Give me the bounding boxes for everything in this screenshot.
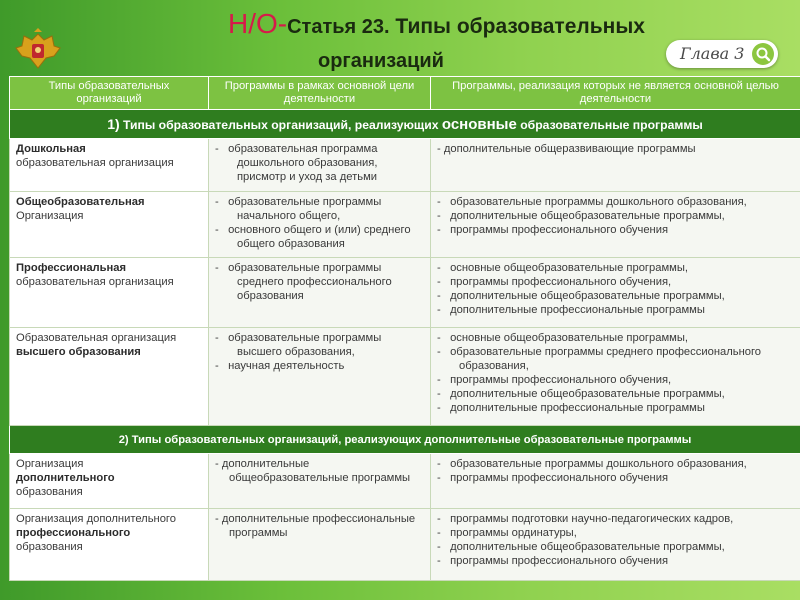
extra-program-item: - программы профессионального обучения — [437, 471, 794, 485]
main-program-item: - основного общего и (или) среднего общего образования — [215, 223, 424, 251]
main-programs-cell — [209, 454, 431, 509]
table-row — [10, 258, 800, 328]
slide-header — [0, 0, 800, 76]
title-prefix: Н/О- — [228, 8, 288, 39]
extra-program-item: - программы профессионального обучения — [437, 554, 794, 568]
org-type-bold: дополнительного — [16, 472, 115, 484]
section-text-emphasis: основные — [441, 115, 517, 133]
main-program-item: - дополнительные профессиональные программы — [215, 512, 424, 540]
table-row — [10, 454, 800, 509]
extra-programs-cell — [431, 258, 800, 328]
search-icon — [752, 43, 774, 65]
extra-programs-cell — [431, 139, 800, 192]
main-programs-cell — [209, 192, 431, 258]
table-row — [10, 328, 800, 426]
main-programs-cell — [209, 328, 431, 426]
section-text-b: образовательные программы — [516, 117, 703, 132]
table-row — [10, 139, 800, 192]
extra-program-item: - программы профессионального обучения, — [437, 373, 794, 387]
extra-programs-cell — [431, 454, 800, 509]
coat-of-arms-icon — [14, 28, 62, 72]
main-programs-cell — [209, 139, 431, 192]
org-type-bold: Дошкольная — [16, 143, 86, 155]
org-type-bold: Общеобразовательная — [16, 196, 145, 208]
section-header-1 — [10, 110, 800, 139]
org-type-rest: образования — [16, 541, 83, 553]
extra-program-item: - программы подготовки научно-педагогических кадров, — [437, 512, 794, 526]
table-header-row — [10, 77, 800, 110]
column-header-types: Типы образовательных организаций — [10, 77, 209, 110]
section-title-1 — [10, 110, 800, 139]
extra-program-item: - дополнительные профессиональные программы — [437, 401, 794, 415]
org-type-cell — [10, 509, 209, 581]
table-row — [10, 192, 800, 258]
extra-programs-cell — [431, 509, 800, 581]
extra-program-item: - образовательные программы дошкольного образования, — [437, 195, 794, 209]
extra-program-item: - образовательные программы среднего профессионального образования, — [437, 345, 794, 373]
extra-programs-cell — [431, 328, 800, 426]
extra-program-item: - дополнительные общеобразовательные программы, — [437, 540, 794, 554]
org-type-rest: образования — [16, 486, 83, 498]
extra-program-item: - основные общеобразовательные программы, — [437, 331, 794, 345]
org-type-cell — [10, 139, 209, 192]
extra-program-item: - образовательные программы дошкольного образования, — [437, 457, 794, 471]
extra-program-item: - дополнительные общеобразовательные программы, — [437, 387, 794, 401]
extra-program-item: - программы ординатуры, — [437, 526, 794, 540]
chapter-label: Глава 3 — [680, 44, 745, 63]
org-type-rest: образовательная организация — [16, 276, 174, 288]
search-button[interactable] — [752, 43, 774, 65]
extra-program-item: - дополнительные общеразвивающие программы — [437, 142, 794, 156]
org-type-rest: Организация — [16, 210, 84, 222]
main-program-item: - образовательные программы высшего образования, — [215, 331, 424, 359]
main-program-item: - образовательные программы начального общего, — [215, 195, 424, 223]
section-title-2: 2) Типы образовательных организаций, реализующих дополнительные образовательные программы — [10, 426, 800, 454]
page-title-line2: организаций — [318, 50, 444, 72]
main-program-item: - научная деятельность — [215, 359, 424, 373]
title-text: Типы образовательных — [389, 15, 645, 38]
extra-program-item: - программы профессионального обучения, — [437, 275, 794, 289]
org-type-pre: Организация — [16, 458, 84, 470]
org-type-cell — [10, 258, 209, 328]
extra-program-item: - дополнительные общеобразовательные программы, — [437, 289, 794, 303]
org-type-pre: Образовательная организация — [16, 332, 177, 344]
column-header-main: Программы в рамках основной цели деятельности — [209, 77, 431, 110]
table-row — [10, 509, 800, 581]
org-type-pre: Организация дополнительного — [16, 513, 176, 525]
org-type-bold: профессионального — [16, 527, 131, 539]
chapter-nav-button[interactable] — [666, 40, 778, 68]
org-type-cell — [10, 192, 209, 258]
section-number: 1) — [107, 115, 120, 132]
main-programs-cell — [209, 509, 431, 581]
column-header-extra: Программы, реализация которых не является основной целью деятельности — [431, 77, 800, 110]
main-program-item: - дополнительные общеобразовательные программы — [215, 457, 424, 485]
education-types-table — [9, 76, 800, 581]
org-type-rest: образовательная организация — [16, 157, 174, 169]
org-type-cell — [10, 454, 209, 509]
main-program-item: - образовательные программы среднего профессионального образования — [215, 261, 424, 303]
extra-program-item: - основные общеобразовательные программы, — [437, 261, 794, 275]
extra-program-item: - дополнительные профессиональные программы — [437, 303, 794, 317]
main-programs-cell — [209, 258, 431, 328]
page-title — [228, 8, 645, 40]
section-header-2 — [10, 426, 800, 454]
extra-programs-cell — [431, 192, 800, 258]
main-program-item: - образовательная программа дошкольного образования, присмотр и уход за детьми — [215, 142, 424, 184]
extra-program-item: - дополнительные общеобразовательные программы, — [437, 209, 794, 223]
org-type-bold: Профессиональная — [16, 262, 127, 274]
extra-program-item: - программы профессионального обучения — [437, 223, 794, 237]
org-type-bold: высшего образования — [16, 346, 141, 358]
title-article: Статья 23. — [287, 16, 390, 38]
org-type-cell — [10, 328, 209, 426]
section-text-a: Типы образовательных организаций, реализующих — [119, 117, 442, 132]
